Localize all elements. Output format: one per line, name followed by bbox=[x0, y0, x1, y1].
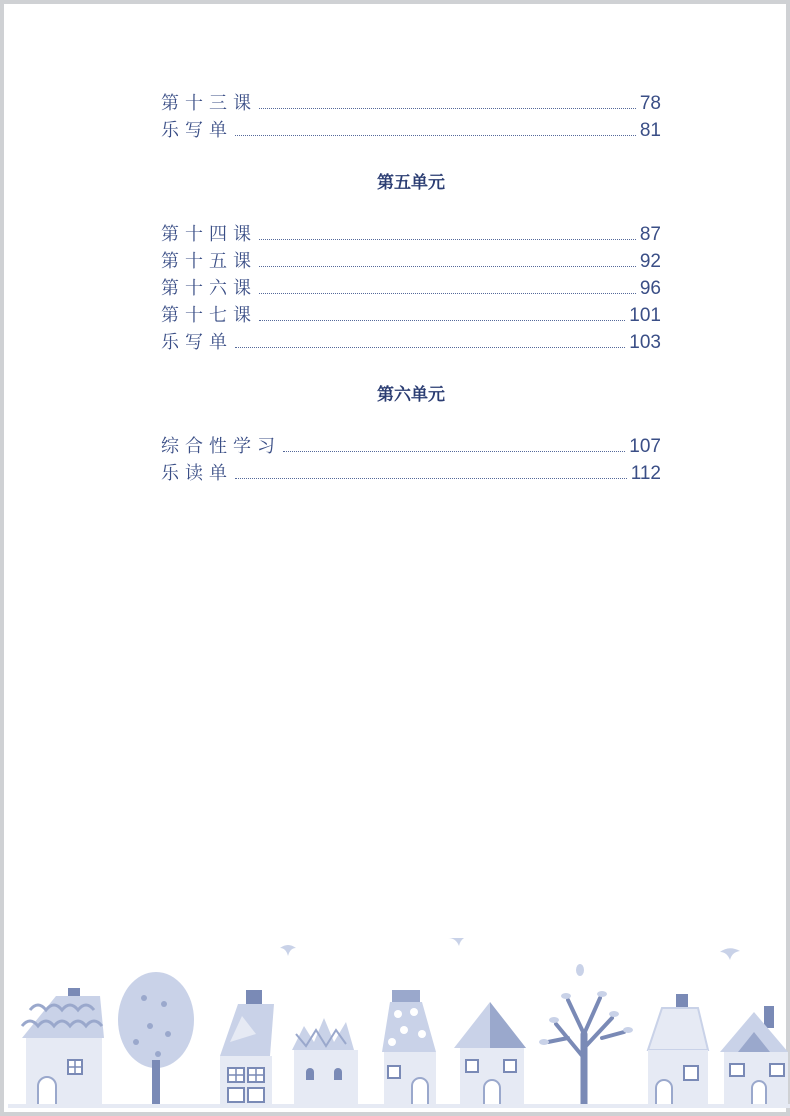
unit-heading: 第五单元 bbox=[377, 173, 445, 193]
bird-icon bbox=[448, 938, 470, 946]
tree-icon bbox=[539, 964, 633, 1106]
toc-entry[interactable] bbox=[161, 90, 661, 117]
dot-leader bbox=[235, 477, 627, 479]
house-icon bbox=[720, 1006, 788, 1106]
toc-entry-title: 综合性学习 bbox=[161, 436, 281, 457]
dot-leader bbox=[283, 450, 625, 452]
toc-entry-page: 112 bbox=[630, 463, 661, 484]
village-illustration bbox=[8, 938, 790, 1108]
toc-entry[interactable] bbox=[161, 302, 661, 329]
bird-icon bbox=[720, 948, 740, 960]
toc-entry-page: 81 bbox=[639, 120, 661, 141]
house-icon bbox=[454, 1002, 526, 1106]
toc-entry[interactable] bbox=[161, 221, 661, 248]
toc-entry-title: 第十六课 bbox=[161, 278, 257, 299]
dot-leader bbox=[235, 134, 636, 136]
toc-entry[interactable] bbox=[161, 117, 661, 144]
toc-entry-page: 103 bbox=[629, 332, 661, 353]
toc-entry-title: 第十四课 bbox=[161, 224, 257, 245]
toc-entry-title: 第十七课 bbox=[161, 305, 257, 326]
toc-entry-page: 87 bbox=[639, 224, 661, 245]
unit-heading: 第六单元 bbox=[377, 385, 445, 405]
table-of-contents bbox=[161, 90, 661, 487]
tree-icon bbox=[118, 972, 194, 1106]
toc-entry-title: 乐写单 bbox=[161, 332, 233, 353]
toc-entry-title: 第十五课 bbox=[161, 251, 257, 272]
toc-entry-page: 101 bbox=[629, 305, 661, 326]
bird-icon bbox=[280, 945, 296, 956]
toc-entry[interactable] bbox=[161, 248, 661, 275]
dot-leader bbox=[259, 292, 636, 294]
toc-entry[interactable] bbox=[161, 433, 661, 460]
toc-entry-title: 乐写单 bbox=[161, 120, 233, 141]
toc-entry-page: 92 bbox=[639, 251, 661, 272]
toc-entry-title: 第十三课 bbox=[161, 93, 257, 114]
house-icon bbox=[22, 988, 104, 1106]
toc-entry-page: 78 bbox=[639, 93, 661, 114]
toc-entry[interactable] bbox=[161, 329, 661, 356]
toc-entry[interactable] bbox=[161, 275, 661, 302]
toc-entry-title: 乐读单 bbox=[161, 463, 233, 484]
house-icon bbox=[220, 990, 274, 1106]
house-icon bbox=[292, 1018, 358, 1106]
dot-leader bbox=[259, 107, 636, 109]
dot-leader bbox=[259, 265, 636, 267]
dot-leader bbox=[235, 346, 625, 348]
ground bbox=[8, 1104, 790, 1108]
house-icon bbox=[648, 994, 708, 1106]
dot-leader bbox=[259, 319, 625, 321]
toc-entry[interactable] bbox=[161, 460, 661, 487]
toc-entry-page: 96 bbox=[639, 278, 661, 299]
dot-leader bbox=[259, 238, 636, 240]
house-icon bbox=[382, 990, 436, 1106]
toc-entry-page: 107 bbox=[629, 436, 661, 457]
